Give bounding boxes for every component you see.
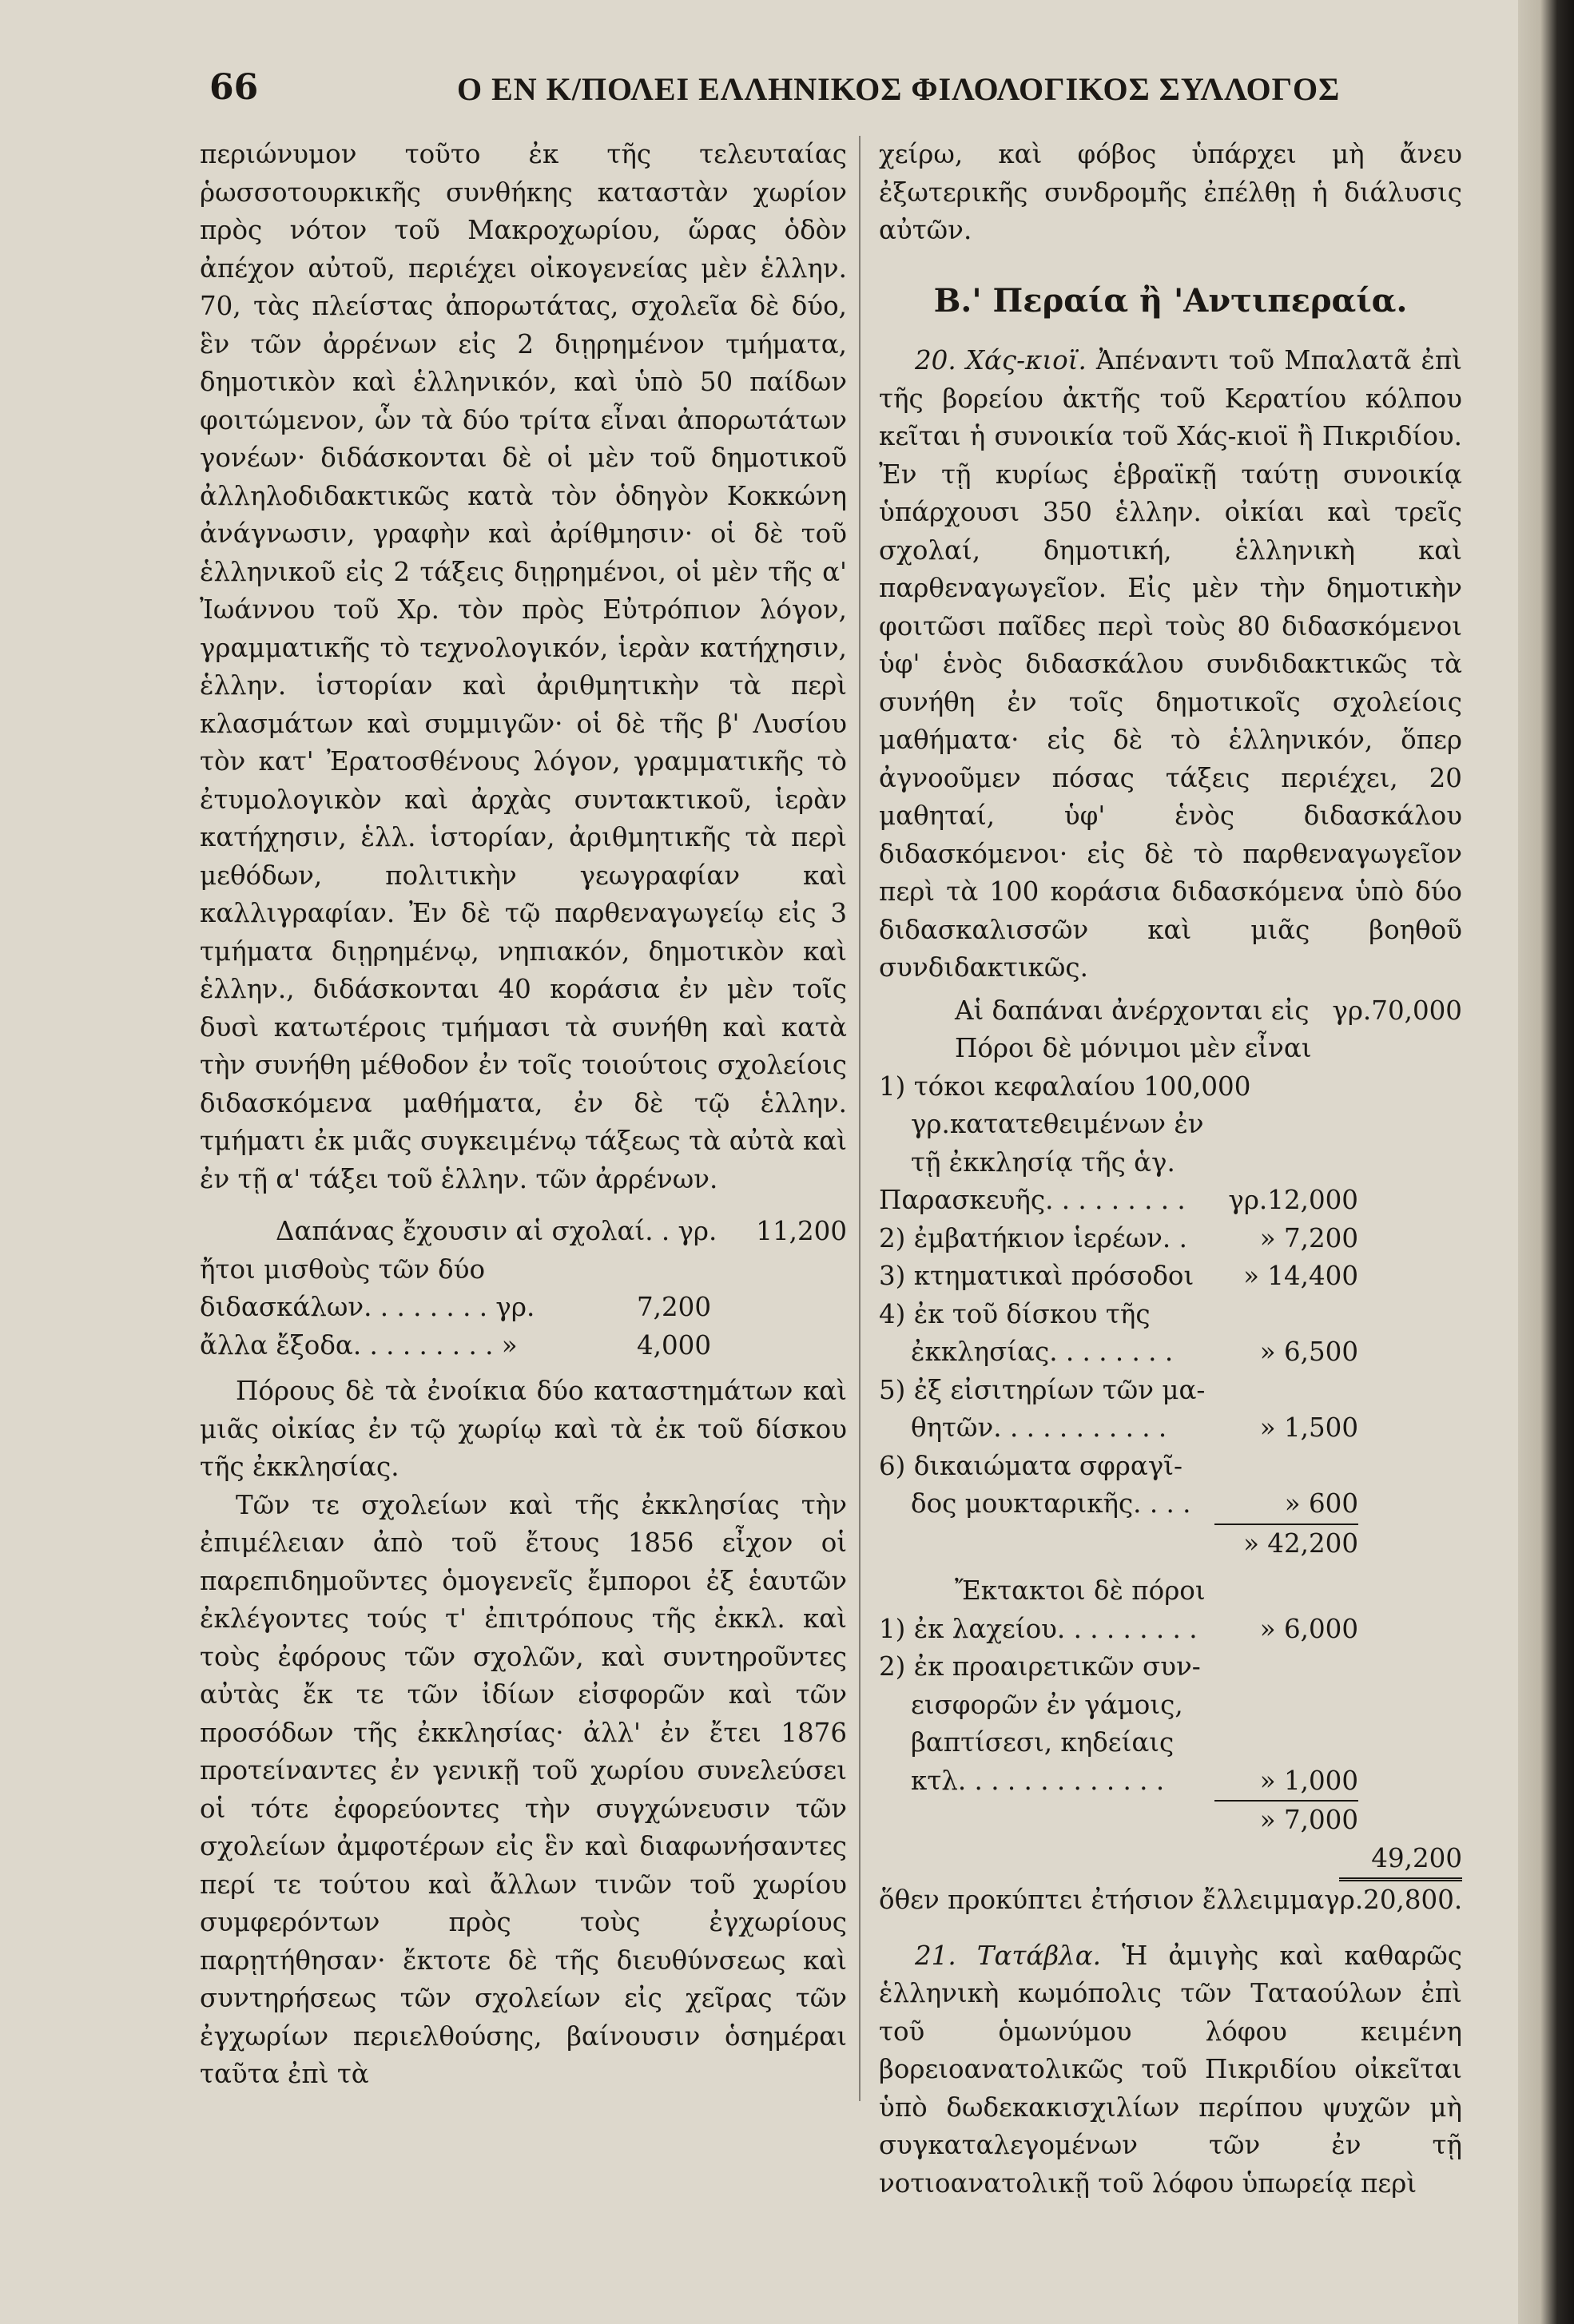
fixed-item-2-amount: » 7,200 [1259, 1222, 1358, 1253]
fixed-item-1a: 1) τόκοι κεφαλαίου 100,000 [879, 1071, 1251, 1102]
fixed-item-3 [879, 1257, 1358, 1296]
fixed-item-3-label: 3) κτηματικαὶ πρόσοδοι [879, 1261, 1194, 1291]
extra-item-1 [879, 1611, 1358, 1649]
grand-total-line [879, 1840, 1462, 1882]
extra-item-1-label: 1) ἐκ λαχείου. . . . . . . . . [879, 1613, 1198, 1644]
fixed-item-5b-amount: » 1,500 [1259, 1412, 1358, 1443]
column-divider [859, 136, 861, 2101]
expense-total-label: Δαπάνας ἔχουσιν αἱ σχολαί. . γρ. [276, 1216, 717, 1246]
fixed-item-6b-amount: » 600 [1284, 1488, 1358, 1519]
expenses-amount: γρ.70,000 [1332, 995, 1462, 1026]
deficit-label: ὅθεν προκύπτει ἐτήσιον ἔλλειμμα [879, 1885, 1325, 1915]
expense-other-line [200, 1327, 847, 1365]
extra-item-2a: 2) ἐκ προαιρετικῶν συν- [879, 1651, 1201, 1682]
fixed-item-5b-label: θητῶν. . . . . . . . . . . [911, 1412, 1167, 1443]
page-number: 66 [209, 67, 259, 108]
fixed-item-1b: γρ.κατατεθειμένων ἐν [911, 1109, 1204, 1139]
expense-teachers-amount: 7,200 [636, 1292, 711, 1322]
page-header [209, 67, 1520, 123]
fixed-total-amount: » 42,200 [1214, 1524, 1358, 1563]
entry-20-text: Ἀπέναντι τοῦ Μπαλατᾶ ἐπὶ τῆς βορείου ἀκτῆς τοῦ Κερατίου κόλπου κεῖται ἡ συνοικία τοῦ Χάς-κιοϊ ἢ Πικριδίου. Ἐν τῇ κυρίως ἑβραϊκῇ ταύτῃ συνοικίᾳ ὑπάρχουσι 350 ἑλλην. οἰκίαι καὶ τρεῖς σχολαί, δημοτική, ἑλληνικὴ καὶ παρθεναγωγεῖον. Εἰς μὲν τὴν δημοτικὴν φοιτῶσι παῖδες περὶ τοὺς 80 διδασκόμενοι ὑφ' ἑνὸς διδασκάλου συνδιδακτικῶς τὰ συνήθη ἐν τοῖς δημοτικοῖς σχολείοις μαθήματα· εἰς δὲ τὸ ἑλληνικόν, ὅπερ ἀγνοοῦμεν πόσας τάξεις περιέχει, 20 μαθηταί, ὑφ' ἑνὸς διδασκάλου διδασκόμενοι· εἰς δὲ τὸ παρθεναγωγεῖον περὶ τὰ 100 κοράσια διδασκόμενα ὑπὸ δύο διδασκαλισσῶν καὶ μιᾶς βοηθοῦ συνδιδακτικῶς. [879, 345, 1462, 983]
left-column [200, 136, 847, 2094]
extra-total-line [879, 1800, 1358, 1840]
entry-21 [879, 1937, 1462, 2203]
left-paragraph-schools: περιώνυμον τοῦτο ἐκ τῆς τελευταίας ῥωσσοτουρκικῆς συνθήκης καταστὰν χωρίον πρὸς νότον τοῦ Μακροχωρίου, ὥρας ὁδὸν ἀπέχον αὐτοῦ, περιέχει οἰκογενείας μὲν ἑλλην. 70, τὰς πλείστας ἀπορωτάτας, σχολεῖα δὲ δύο, ἓν τῶν ἀρρένων εἰς 2 διῃρημένον τμήματα, δημοτικὸν καὶ ἑλληνικόν, καὶ ὑπὸ 50 παίδων φοιτώμενον, ὧν τὰ δύο τρίτα εἶναι ἀπορωτάτων γονέων· διδάσκονται δὲ οἱ μὲν τοῦ δημοτικοῦ ἀλληλοδιδακτικῶς κατὰ τὸν ὁδηγὸν Κοκκώνη ἀνάγνωσιν, γραφὴν καὶ ἀρίθμησιν· οἱ δὲ τοῦ ἑλληνικοῦ εἰς 2 τάξεις διῃρημένοι, οἱ μὲν τῆς α' Ἰωάννου τοῦ Χρ. τὸν πρὸς Εὐτρόπιον λόγον, γραμματικῆς τὸ τεχνολογικόν, ἱερὰν κατήχησιν, ἑλλην. ἱστορίαν καὶ ἀριθμητικὴν τὰ περὶ κλασμάτων καὶ συμμιγῶν· οἱ δὲ τῆς β' Λυσίου τὸν κατ' Ἐρατοσθένους λόγον, γραμματικῆς τὸ ἐτυμολογικὸν καὶ ἀρχὰς συντακτικοῦ, ἱερὰν κατήχησιν, ἑλλ. ἱστορίαν, ἀριθμητικῆς τὰ περὶ μεθόδων, πολιτικὴν γεωγραφίαν καὶ καλλιγραφίαν. Ἐν δὲ τῷ παρθεναγωγείῳ εἰς 3 τμήματα διῃρημένῳ, νηπιακόν, δημοτικὸν καὶ ἑλλην., διδάσκονται 40 κοράσια ἐν μὲν τοῖς δυσὶ κατωτέροις τμήμασι τὰ συνήθη καὶ κατὰ τὴν συνήθη μέθοδον ἐν τοῖς τοιούτοις σχολείοις διδασκόμενα μαθήματα, ἐν δὲ τῷ ἑλλην. τμήματι ἐκ μιᾶς συγκειμένῳ τάξεως τὰ αὐτὰ καὶ ἐν τῇ α' τάξει τοῦ ἑλλην. τῶν ἀρρένων. [200, 139, 847, 1194]
entry-21-text: Ἡ ἀμιγὴς καὶ καθαρῶς ἑλληνικὴ κωμόπολις τῶν Ταταούλων ἐπὶ τοῦ ὁμωνύμου λόφου κειμένη βορειοανατολικῶς τοῦ Πικριδίου οἰκεῖται ὑπὸ δωδεκακισχιλίων περίπου ψυχῶν μὴ συγκαταλεγομένων τῶν ἐν τῇ νοτιοανατολικῇ τοῦ λόφου ὑπωρείᾳ περὶ [879, 1940, 1462, 2199]
expense-other-amount: 4,000 [636, 1329, 711, 1361]
fixed-item-4b [879, 1333, 1358, 1372]
expense-other-label: ἄλλα ἔξοδα. . . . . . . . . » [200, 1329, 518, 1361]
fixed-item-3-amount: » 14,400 [1243, 1261, 1358, 1291]
fixed-item-5a: 5) ἐξ εἰσιτηρίων τῶν μα- [879, 1374, 1206, 1405]
fixed-revenue-header: Πόροι δὲ μόνιμοι μὲν εἶναι [955, 1033, 1312, 1063]
expenses-line [879, 992, 1462, 1031]
expense-teachers-line [200, 1289, 847, 1327]
expense-total-amount: 11,200 [756, 1216, 847, 1246]
fixed-item-5b [879, 1409, 1358, 1448]
right-column [879, 136, 1462, 2203]
extra-item-2b: εισφορῶν ἐν γάμοις, [911, 1689, 1183, 1720]
extra-item-2d [879, 1762, 1358, 1801]
left-paragraph-administration: Τῶν τε σχολείων καὶ τῆς ἐκκλησίας τὴν ἐπιμέλειαν ἀπὸ τοῦ ἔτους 1856 εἶχον οἱ παρεπιδημοῦντες ὁμογενεῖς ἔμποροι ἐξ ἑαυτῶν ἐκλέγοντες τούς τ' ἐπιτρόπους τῆς ἐκκλ. καὶ τοὺς ἐφόρους τῶν σχολῶν, καὶ συντηροῦντες αὐτὰς ἔκ τε τῶν ἰδίων εἰσφορῶν καὶ τῶν προσόδων τῆς ἐκκλησίας· ἀλλ' ἐν ἔτει 1876 προτείναντες ἐν γενικῇ τοῦ χωρίου συνελεύσει οἱ τότε ἐφορεύοντες τὴν συγχώνευσιν τῶν σχολείων ἀμφοτέρων εἰς ἓν καὶ διαφωνήσαντες περί τε τούτου καὶ ἄλλων τινῶν τοῦ χωρίου συμφερόντων πρὸς τοὺς ἐγχωρίους παρῃτήθησαν· ἔκτοτε δὲ τῆς διευθύνσεως καὶ συντηρήσεως τῶν σχολείων εἰς χεῖρας τῶν ἐγχωρίων περιελθούσης, βαίνουσιν ὁσημέραι ταῦτα ἐπὶ τὰ [200, 1489, 847, 2089]
fixed-item-2-label: 2) ἐμβατήκιον ἱερέων. . [879, 1222, 1187, 1253]
fixed-item-6a: 6) δικαιώματα σφραγῖ- [879, 1450, 1182, 1481]
fixed-item-1d [879, 1182, 1358, 1220]
extra-item-1-amount: » 6,000 [1259, 1613, 1358, 1644]
grand-total-amount: 49,200 [1339, 1840, 1462, 1882]
right-paragraph-continuation: χείρω, καὶ φόβος ὑπάρχει μὴ ἄνευ ἐξωτερικῆς συνδρομῆς ἐπέλθῃ ἡ διάλυσις αὐτῶν. [879, 139, 1462, 245]
deficit-line [879, 1881, 1462, 1920]
expenses-label: Αἱ δαπάναι ἀνέρχονται εἰς [955, 995, 1310, 1026]
fixed-item-6b-label: δος μουκταρικῆς. . . . [911, 1488, 1191, 1519]
entry-21-number: 21. [915, 1940, 956, 1971]
entry-20-title: Χάς-κιοϊ. [965, 345, 1087, 375]
fixed-item-1c: τῇ ἐκκλησίᾳ τῆς ἁγ. [911, 1146, 1175, 1178]
entry-20 [879, 342, 1462, 987]
fixed-item-1d-amount: γρ.12,000 [1228, 1185, 1358, 1215]
fixed-item-4a: 4) ἐκ τοῦ δίσκου τῆς [879, 1298, 1151, 1329]
entry-20-number: 20. [915, 345, 956, 375]
extra-item-2d-amount: » 1,000 [1259, 1765, 1358, 1796]
expense-teachers-label: διδασκάλων. . . . . . . . γρ. [200, 1292, 535, 1322]
extra-item-2c: βαπτίσεσι, κηδείαις [911, 1727, 1175, 1758]
extra-revenue-header: Ἔκτακτοι δὲ πόροι [955, 1575, 1206, 1606]
extra-total-amount: » 7,000 [1214, 1800, 1358, 1840]
book-edge-shadow [1518, 0, 1574, 2324]
fixed-item-4b-amount: » 6,500 [1259, 1337, 1358, 1367]
fixed-item-1d-label: Παρασκευῆς. . . . . . . . . [879, 1185, 1186, 1215]
fixed-item-6b [879, 1485, 1358, 1524]
running-head: Ο ΕΝ Κ/ΠΟΛΕΙ ΕΛΛΗΝΙΚΟΣ ΦΙΛΟΛΟΓΙΚΟΣ ΣΥΛΛΟΓΟΣ [457, 71, 1341, 107]
expense-salaries-line: ἤτοι μισθοὺς τῶν δύο [200, 1253, 486, 1285]
fixed-item-2 [879, 1220, 1358, 1258]
fixed-revenue-list [879, 1068, 1462, 1882]
fixed-item-4b-label: ἐκκλησίας. . . . . . . . [911, 1337, 1174, 1367]
left-paragraph-revenue: Πόρους δὲ τὰ ἐνοίκια δύο καταστημάτων καὶ μιᾶς οἰκίας ἐν τῷ χωρίῳ καὶ τὰ ἐκ τοῦ δίσκου τῆς ἐκκλησίας. [200, 1376, 847, 1482]
entry-21-title: Τατάβλα. [976, 1940, 1101, 1971]
expense-total-line [200, 1213, 847, 1251]
deficit-amount: γρ.20,800. [1324, 1885, 1463, 1915]
fixed-total-line [879, 1524, 1358, 1563]
extra-item-2d-label: κτλ. . . . . . . . . . . . . [911, 1765, 1165, 1796]
section-heading: Β.' Περαία ἢ 'Αντιπεραία. [933, 281, 1408, 320]
